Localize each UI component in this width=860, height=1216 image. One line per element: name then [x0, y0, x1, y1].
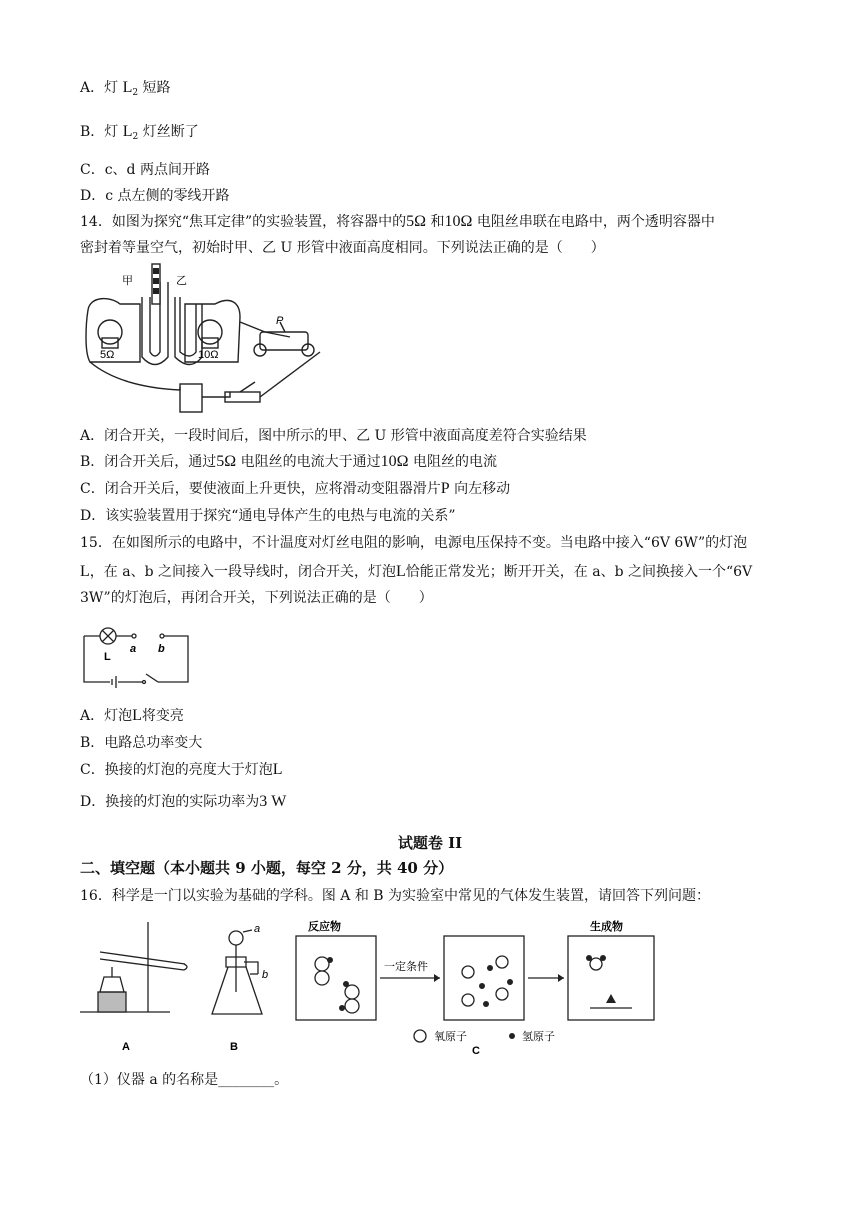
label-l: L: [104, 651, 111, 663]
q14-joule-apparatus-figure: [80, 262, 340, 422]
q14-option-d: D．该实验装置用于探究“通电导体产生的电热与电流的关系”: [80, 508, 456, 524]
q15-stem-line3: 3W”的灯泡后，再闭合开关，下列说法正确的是（ ）: [80, 590, 433, 606]
q13-option-c: C．c、d 两点间开路: [80, 162, 210, 178]
label-jia: 甲: [122, 275, 133, 287]
label-a: a: [130, 643, 137, 655]
q14-stem-line2: 密封着等量空气，初始时甲、乙 U 形管中液面高度相同。下列说法正确的是（ ）: [80, 240, 605, 256]
q15-option-a: A．灯泡L将变亮: [80, 707, 184, 724]
q14-stem-line1: 14．如图为探究“焦耳定律”的实验装置，将容器中的5Ω 和10Ω 电阻丝串联在电路中，两个透明容器中: [80, 213, 715, 230]
q15-circuit-figure: [80, 622, 200, 692]
q14-option-a: A．闭合开关，一段时间后，图中所示的甲、乙 U 形管中液面高度差符合实验结果: [80, 428, 587, 444]
label-fig-c: C: [472, 1045, 480, 1057]
q15-option-c: C．换接的灯泡的亮度大于灯泡L: [80, 761, 283, 778]
q15-stem-line2: L，在 a、b 之间接入一段导线时，闭合开关，灯泡L恰能正常发光；断开开关，在 a、b 之间换接入一个“6V: [80, 563, 753, 580]
label-fig-a: A: [122, 1041, 130, 1053]
label-fig-a-letter: a: [254, 923, 261, 935]
q15-option-b: B．电路总功率变大: [80, 735, 203, 751]
label-10ohm: 10Ω: [198, 349, 219, 361]
q14-option-b: B．闭合开关后，通过5Ω 电阻丝的电流大于通过10Ω 电阻丝的电流: [80, 453, 497, 470]
label-fig-b-letter: b: [262, 969, 269, 981]
label-5ohm: 5Ω: [100, 349, 115, 361]
q16-sub1: （1）仪器 a 的名称是________。: [80, 1072, 289, 1088]
q15-stem-line1: 15．在如图所示的电路中，不计温度对灯丝电阻的影响，电源电压保持不变。当电路中接入“6V 6W”的灯泡: [80, 535, 748, 551]
label-p: P: [276, 315, 284, 327]
legend-oxygen: 氧原子: [434, 1031, 467, 1043]
legend-hydrogen: 氢原子: [522, 1031, 555, 1043]
section-title: 试题卷 II: [397, 834, 463, 852]
q13-option-a: A．灯 $L_2$ 短路: [80, 79, 171, 98]
q14-option-c: C．闭合开关后，要使液面上升更快，应将滑动变阻器滑片P 向左移动: [80, 480, 511, 497]
label-product: 生成物: [590, 921, 623, 933]
label-fig-b: B: [230, 1041, 238, 1053]
section-heading: 二、填空题（本小题共 9 小题，每空 2 分，共 40 分）: [80, 859, 454, 877]
label-reactant: 反应物: [308, 921, 341, 933]
q13-option-b: B．灯 $L_2$ 灯丝断了: [80, 123, 199, 142]
q16-figure: [80, 912, 680, 1062]
q15-option-d: D．换接的灯泡的实际功率为3 W: [80, 793, 287, 810]
q13-option-d: D．c 点左侧的零线开路: [80, 188, 230, 204]
label-b: b: [158, 643, 165, 655]
label-yi: 乙: [176, 275, 187, 287]
q16-stem: 16．科学是一门以实验为基础的学科。图 A 和 B 为实验室中常见的气体发生装置，请回答下列问题：: [80, 888, 711, 904]
label-condition: 一定条件: [384, 961, 428, 973]
